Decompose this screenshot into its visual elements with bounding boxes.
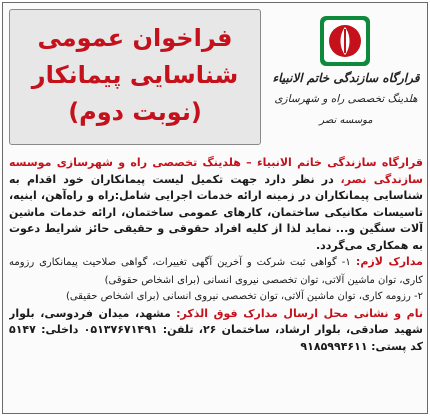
docs-item-1: ۱- گواهی ثبت شرکت و آخرین آگهی تغییرات، گواهی صلاحیت پیمانکاری رزومه کاری، توان ماشین آلاتی، توان تخصصی نیروی انسانی (برای اشخاص حقوقی) (9, 257, 423, 286)
postal-code: ۹۱۸۵۹۹۴۶۱۱ (300, 339, 368, 353)
logo-text-1: قرارگاه سازندگی خاتم الانبیاء (272, 71, 420, 85)
ad-body (9, 155, 423, 411)
logo-area (267, 9, 425, 145)
docs-paragraph (9, 254, 423, 289)
address-paragraph (9, 306, 423, 356)
docs-item-2: ۲- رزومه کاری، توان ماشین آلاتی، توان تخصصی نیروی انسانی (برای اشخاص حقیقی) (65, 291, 423, 302)
intro-paragraph (9, 155, 423, 254)
title-line-2: شناسایی پیمانکار (31, 61, 239, 89)
title-line-1: فراخوان عمومی (37, 24, 233, 52)
advertisement-frame (2, 2, 428, 414)
title-box (9, 9, 261, 145)
docs-label: مدارک لازم: (355, 255, 423, 268)
intro-highlight: قرارگاه سازندگی خاتم الانبیاء – هلدینگ تخصصی راه و شهرسازی موسسه سازندگی نصر، (9, 156, 423, 186)
title-line-3: (نوبت دوم) (68, 98, 202, 126)
postal-label: کد پستی: (371, 339, 423, 353)
logo-text-3: موسسه نصر (319, 115, 373, 126)
logo-text-2: هلدینگ تخصصی راه و شهرسازی (274, 93, 418, 105)
emblem-icon (317, 13, 373, 69)
address-label: نام و نشانی محل ارسال مدارک فوق الذکر: (176, 306, 423, 320)
ad-header (3, 3, 427, 149)
intro-text: در نظر دارد جهت تکمیل لیست پیمانکاران خود اقدام به شناسایی پیمانکاران در زمینه ارائه خدمات اجرایی شامل:راه و راه‌آهن، ابنیه، تاسیسات مکانیکی ساختمان، کارهای عمومی ساختمان، ارائه خدمات ماشین آلات سنگین و... نماید لذا از کلیه افراد حقوقی و حقیقی حائز شرایط دعوت به همکاری می‌گردد. (9, 172, 423, 252)
address-text: مشهد، میدان فردوسی، بلوار شهید صادقی، بلوار ارشاد، ساختمان ۲۶، تلفن: ۰۵۱۳۷۶۷۱۴۹۱ داخلی: ۵۱۴۷ (9, 306, 423, 336)
